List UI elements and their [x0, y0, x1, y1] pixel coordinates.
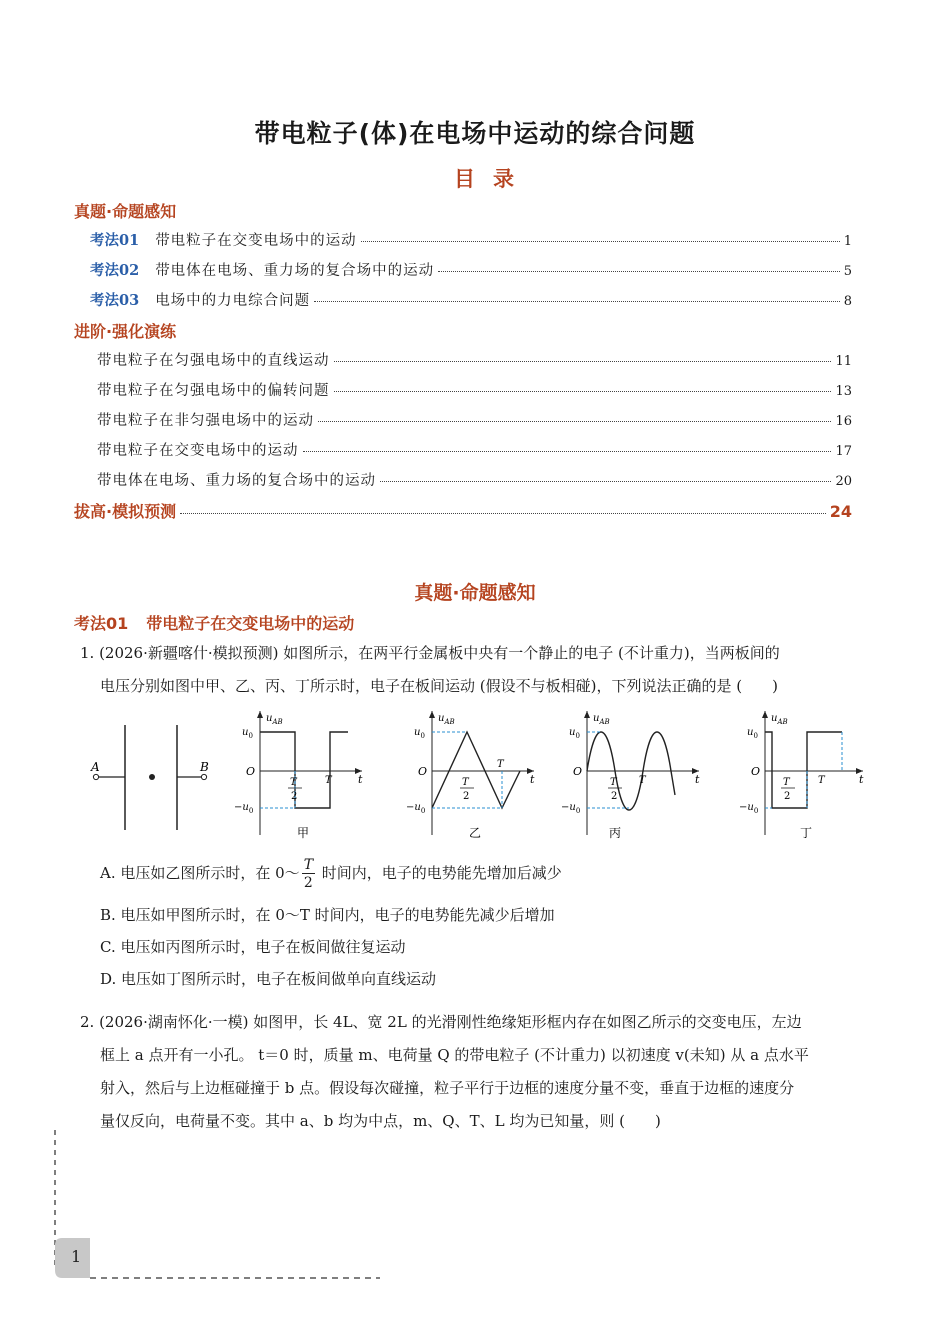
- toc-item-page: 13: [835, 384, 852, 399]
- toc-leader-dots: [380, 481, 831, 482]
- toc-item[interactable]: [97, 439, 852, 460]
- toc-item[interactable]: [90, 289, 852, 310]
- axis-y-label: $u_{AB}$: [771, 713, 788, 726]
- graph-caption: 丙: [609, 826, 622, 840]
- toc-leader-dots: [303, 451, 832, 452]
- toc-item-tag: 考法01: [90, 232, 140, 249]
- question-2-line: 射入，然后与上边框碰撞于 b 点。假设每次碰撞，粒子平行于边框的速度分量不变，垂直于边框的速度分: [100, 1079, 795, 1097]
- toc-section-3[interactable]: [74, 499, 852, 522]
- toc-item[interactable]: [90, 229, 852, 250]
- option-a-post: 时间内，电子的电势能先增加后减少: [317, 864, 562, 882]
- graph-caption: 甲: [297, 826, 310, 840]
- half-t-num: T: [783, 777, 790, 788]
- terminal-b: [201, 774, 206, 779]
- half-t-num: T: [290, 777, 297, 788]
- toc-heading: 目录: [454, 167, 532, 191]
- toc-leader-dots: [180, 513, 826, 514]
- toc-item[interactable]: [97, 409, 852, 430]
- option-a[interactable]: [100, 858, 562, 890]
- option-c[interactable]: C. 电压如丙图所示时，电子在板间做往复运动: [100, 938, 406, 956]
- subsection-text: 带电粒子在交变电场中的运动: [146, 614, 355, 633]
- neg-u0-label: $-u_0$: [234, 802, 254, 815]
- subsection-title: [74, 611, 354, 634]
- toc-leader-dots: [314, 301, 840, 302]
- half-t-num: T: [462, 777, 469, 788]
- graph-caption: 乙: [469, 826, 482, 840]
- question-2-stem: [80, 1006, 880, 1138]
- half-t-den: 2: [784, 791, 791, 802]
- document-title: 带电粒子(体)在电场中运动的综合问题: [254, 119, 696, 148]
- toc-item-page: 1: [843, 234, 852, 249]
- toc-leader-dots: [334, 361, 832, 362]
- graph-caption: 丁: [800, 826, 813, 840]
- u0-label: $u_0$: [414, 727, 425, 740]
- question-2-line: 量仅反向，电荷量不变。其中 a、b 均为中点，m、Q、T、L 均为已知量，则 ( ): [100, 1112, 661, 1130]
- u0-label: $u_0$: [242, 727, 253, 740]
- origin-label: O: [573, 765, 583, 778]
- page-number: 1: [71, 1247, 82, 1266]
- terminal-b-label: B: [200, 760, 209, 774]
- origin-label: O: [246, 765, 256, 778]
- electron-dot: [149, 774, 155, 780]
- question-2-line: 2. (2026·湖南怀化·一模) 如图甲，长 4L、宽 2L 的光滑刚性绝缘矩形框内存在如图乙所示的交变电压，左边: [80, 1013, 802, 1031]
- toc-item-text: 带电粒子在交变电场中的运动: [97, 443, 299, 459]
- t-label: T: [818, 775, 825, 786]
- toc-item-text: 带电体在电场、重力场的复合场中的运动: [155, 263, 435, 279]
- u0-label: $u_0$: [747, 727, 758, 740]
- toc-section-2[interactable]: 进阶·强化演练: [74, 322, 177, 341]
- option-d[interactable]: D. 电压如丁图所示时，电子在板间做单向直线运动: [100, 970, 437, 988]
- u0-label: $u_0$: [569, 727, 580, 740]
- parallel-plates-diagram: [90, 725, 209, 830]
- toc-leader-dots: [361, 241, 840, 242]
- toc-leader-dots: [318, 421, 831, 422]
- page-footer-decoration: [0, 1120, 400, 1300]
- question-1-line: 1. (2026·新疆喀什·模拟预测) 如图所示，在两平行金属板中央有一个静止的电子 (不计重力)，当两板间的: [80, 644, 780, 662]
- axis-y-label: $u_{AB}$: [593, 713, 610, 726]
- toc-item-text: 带电体在电场、重力场的复合场中的运动: [97, 473, 376, 489]
- t-label: T: [639, 775, 646, 786]
- toc-item-tag: 考法02: [90, 262, 140, 279]
- option-a-pre: A. 电压如乙图所示时，在 0～: [100, 864, 300, 882]
- voltage-curve: [260, 732, 348, 808]
- toc-item-text: 电场中的力电综合问题: [155, 293, 311, 309]
- t-axis-label: t: [530, 773, 535, 786]
- subsection-tag: 考法01: [74, 614, 129, 633]
- t-label: T: [325, 775, 332, 786]
- toc-leader-dots: [334, 391, 832, 392]
- graph-ding: [739, 711, 864, 840]
- fraction-half-t: $\frac{T}{2}$: [303, 857, 314, 891]
- toc-section-label: 拔高·模拟预测: [74, 502, 177, 521]
- t-axis-label: t: [859, 773, 864, 786]
- toc-item-page: 8: [843, 294, 852, 309]
- question-1-figure: [80, 705, 880, 845]
- question-1-line: 电压分别如图中甲、乙、丙、丁所示时，电子在板间运动 (假设不与板相碰)，下列说法正确的是 ( ): [100, 677, 778, 695]
- origin-label: O: [751, 765, 761, 778]
- toc-item-page: 11: [835, 354, 852, 369]
- neg-u0-label: $-u_0$: [561, 802, 581, 815]
- toc-leader-dots: [438, 271, 840, 272]
- toc-section-page: 24: [829, 502, 852, 521]
- toc-item-page: 20: [835, 474, 852, 489]
- toc-item-text: 带电粒子在匀强电场中的偏转问题: [97, 383, 330, 399]
- axis-y-label: $u_{AB}$: [438, 713, 455, 726]
- toc-item-text: 带电粒子在交变电场中的运动: [155, 233, 357, 249]
- half-t-den: 2: [463, 791, 470, 802]
- question-2-line: 框上 a 点开有一小孔。 t＝0 时，质量 m、电荷量 Q 的带电粒子 (不计重力) 以初速度 v(未知) 从 a 点水平: [100, 1046, 809, 1064]
- toc-item[interactable]: [97, 379, 852, 400]
- neg-u0-label: $-u_0$: [406, 802, 426, 815]
- toc-section-1[interactable]: 真题·命题感知: [74, 202, 177, 221]
- graph-bing: [561, 711, 700, 840]
- section-title: 真题·命题感知: [414, 582, 536, 604]
- voltage-curve: [765, 732, 842, 808]
- toc-item[interactable]: [97, 349, 852, 370]
- t-axis-label: t: [695, 773, 700, 786]
- toc-item[interactable]: [97, 469, 852, 490]
- graph-jia: [234, 711, 363, 840]
- toc-item-page: 17: [835, 444, 852, 459]
- origin-label: O: [418, 765, 428, 778]
- terminal-a-label: A: [91, 760, 100, 774]
- terminal-a: [93, 774, 98, 779]
- toc-item-text: 带电粒子在匀强电场中的直线运动: [97, 353, 330, 369]
- question-1-stem: [80, 637, 880, 703]
- toc-item-page: 16: [835, 414, 852, 429]
- graph-yi: [406, 711, 535, 840]
- t-label: T: [497, 759, 504, 770]
- half-t-den: 2: [611, 791, 618, 802]
- axis-y-label: $u_{AB}$: [266, 713, 283, 726]
- voltage-curve: [432, 732, 520, 808]
- toc-item-page: 5: [843, 264, 852, 279]
- t-axis-label: t: [358, 773, 363, 786]
- toc-item-text: 带电粒子在非匀强电场中的运动: [97, 413, 314, 429]
- neg-u0-label: $-u_0$: [739, 802, 759, 815]
- half-t-den: 2: [291, 791, 298, 802]
- toc-item[interactable]: [90, 259, 852, 280]
- option-b[interactable]: B. 电压如甲图所示时，在 0～T 时间内，电子的电势能先减少后增加: [100, 906, 555, 924]
- toc-item-tag: 考法03: [90, 292, 140, 309]
- half-t-num: T: [610, 777, 617, 788]
